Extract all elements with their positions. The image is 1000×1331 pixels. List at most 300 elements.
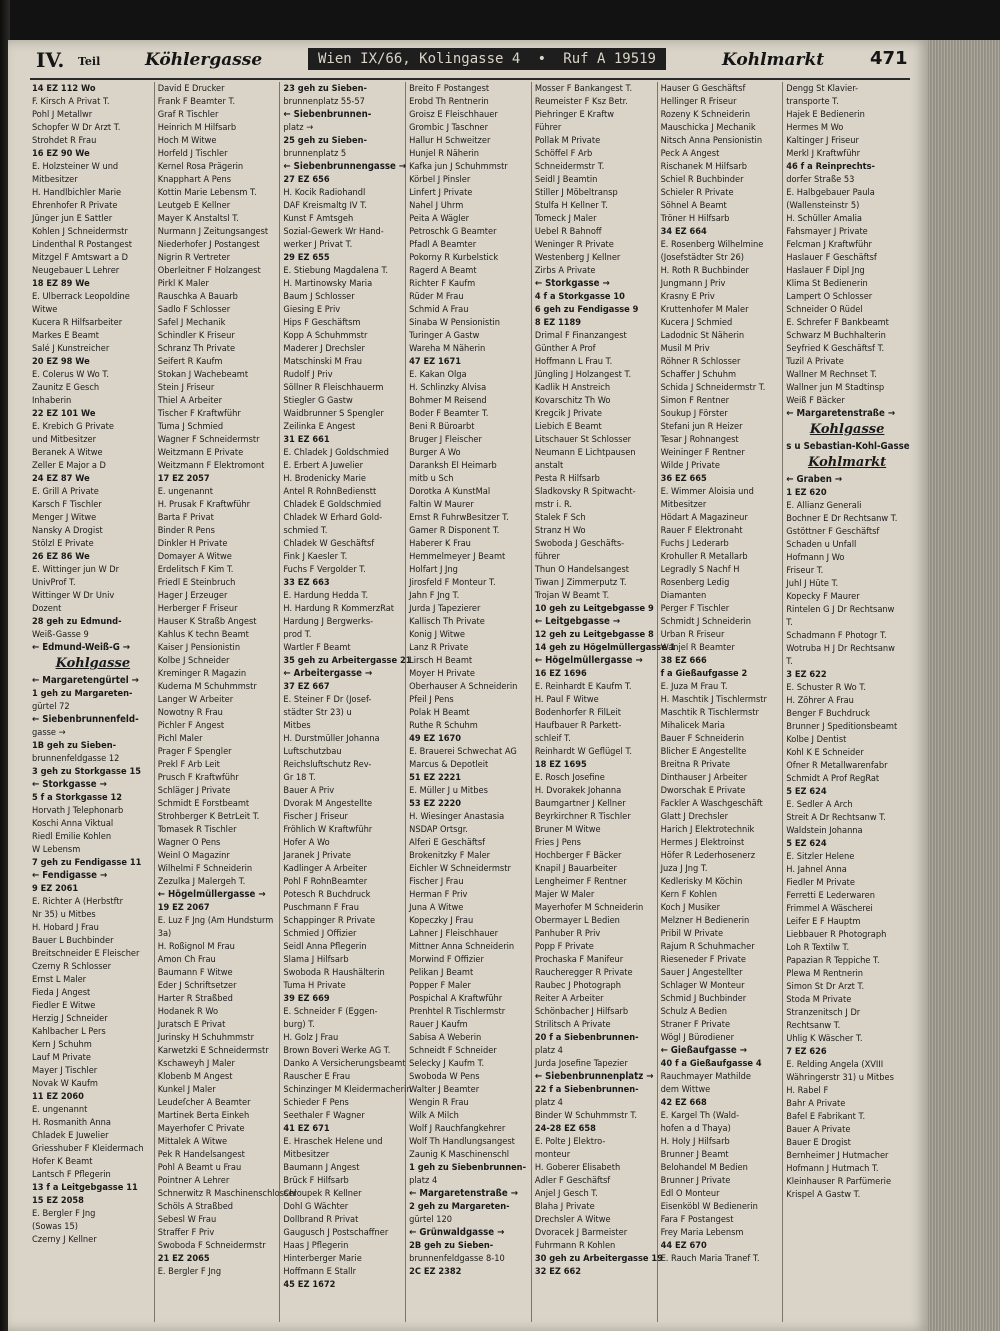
resident-entry: Wilde J Private — [660, 460, 720, 471]
resident-entry: Groisz E Fleischhauer — [409, 109, 498, 120]
resident-entry: Kottin Marie Lebensm T. — [157, 187, 257, 198]
resident-entry: E. Schrefer F Bankbeamt — [786, 317, 889, 328]
resident-entry: Holfart J Jng — [409, 564, 458, 575]
resident-entry: H. Wiesinger Anastasia — [409, 811, 505, 822]
house-number-entry: 2B geh zu Sieben- — [409, 1240, 494, 1251]
resident-entry: E. Hraschek Helene und — [283, 1136, 383, 1147]
resident-entry: mstr i. R. — [534, 499, 573, 510]
resident-entry: Burger A Wo — [409, 447, 461, 458]
resident-entry: Morwind F Offizier — [409, 954, 484, 965]
resident-entry: Hajek E Bedienerin — [786, 109, 865, 120]
resident-entry: Kohlen J Schneidermstr — [32, 226, 128, 237]
resident-entry: Bafel E Fabrikant T. — [786, 1111, 866, 1122]
resident-entry: Fischer J Frau — [409, 876, 464, 887]
resident-entry: Stein J Friseur — [157, 382, 215, 393]
resident-entry: Hofer A Wo — [283, 837, 330, 848]
resident-entry: E. Juza M Frau T. — [660, 681, 728, 692]
resident-entry: Weninger R Private — [534, 239, 614, 250]
resident-entry: Schinzinger M Kleidermacherin — [283, 1084, 412, 1095]
resident-entry: Puschmann F Frau — [283, 902, 359, 913]
resident-entry: Legradly S Nachf H — [660, 564, 740, 575]
ad-phone: Ruf A 19519 — [563, 51, 656, 67]
resident-entry: Mitzgel F Amtswart a D — [32, 252, 129, 263]
resident-entry: Tuma J Schmied — [157, 421, 224, 432]
resident-entry: Swoboda F Schneidermstr — [157, 1240, 266, 1251]
resident-entry: Haufbauer R Parkett- — [534, 720, 622, 731]
resident-entry: Seyfried K Geschäftsf T. — [786, 343, 885, 354]
resident-entry: E. Steiner F Dr (Josef- — [283, 694, 372, 705]
resident-entry: Schneider O Rüdel — [786, 304, 863, 315]
house-number-entry: 13 f a Leitgebgasse 11 — [32, 1182, 138, 1193]
house-number-entry: 3 EZ 622 — [786, 669, 827, 680]
resident-entry: Ehrenhofer R Private — [32, 200, 118, 211]
resident-entry: Baum J Schlosser — [283, 291, 355, 302]
resident-entry: Wareha M Näherin — [409, 343, 486, 354]
resident-entry: Thiel A Arbeiter — [157, 395, 222, 406]
resident-entry: Klima St Bedienerin — [786, 278, 868, 289]
house-number-entry: 1 geh zu Margareten- — [32, 688, 133, 699]
resident-entry: Boder F Beamter T. — [409, 408, 489, 419]
resident-entry: Mitbesitzer — [283, 1149, 330, 1160]
resident-entry: brunnenplatz 55-57 — [283, 96, 365, 107]
house-number-entry: 11 EZ 2060 — [32, 1091, 84, 1102]
house-number-entry: 26 EZ 86 We — [32, 551, 90, 562]
resident-entry: NSDAP Ortsgr. — [409, 824, 468, 835]
resident-entry: Kucera R Hilfsarbeiter — [32, 317, 123, 328]
resident-entry: Erdelitsch F Kim T. — [157, 564, 234, 575]
resident-entry: Hofmann J Hutmach T. — [786, 1163, 879, 1174]
resident-entry: Kunst F Amtsgeh — [283, 213, 354, 224]
resident-entry: Luftschutzbau — [283, 746, 342, 757]
resident-entry: Röhner R Schlosser — [660, 356, 741, 367]
resident-entry: Kahlus K techn Beamt — [157, 629, 249, 640]
resident-entry: Konig J Witwe — [409, 629, 465, 640]
resident-entry: Hips F Geschäftsm — [283, 317, 361, 328]
resident-entry: Menger J Witwe — [32, 512, 97, 523]
resident-entry: Mihalicek Maria — [660, 720, 725, 731]
resident-entry: Hermes M Wo — [786, 122, 844, 133]
resident-entry: Reiter A Arbeiter — [534, 993, 604, 1004]
resident-entry: H. Holy J Hilfsarb — [660, 1136, 730, 1147]
resident-entry: Krasny E Priv — [660, 291, 715, 302]
house-number-entry: 17 EZ 2057 — [157, 473, 210, 484]
resident-entry: E. Schneider F (Eggen- — [283, 1006, 378, 1017]
resident-entry: Reichsluftschutz Rev- — [283, 759, 372, 770]
resident-entry: Nitsch Anna Pensionistin — [660, 135, 763, 146]
directory-column — [30, 82, 155, 1322]
resident-entry: Schöls A Straßbed — [157, 1201, 234, 1212]
house-number-entry: 1 EZ 620 — [786, 487, 827, 498]
resident-entry: Martinek Berta Einkeh — [157, 1110, 250, 1121]
resident-entry: Binder R Pens — [157, 525, 215, 536]
resident-entry: Potesch R Buchdruck — [283, 889, 371, 900]
resident-entry: Harter R Straßbed — [157, 993, 233, 1004]
resident-entry: Pichl Maler — [157, 733, 203, 744]
resident-entry: Melzner H Bedienerin — [660, 915, 750, 926]
resident-entry: Horfeld J Tischler — [157, 148, 228, 159]
resident-entry: Weitzmann E Private — [157, 447, 244, 458]
resident-entry: Rintelen G J Dr Rechtsanw — [786, 604, 895, 615]
resident-entry: Wagner O Pens — [157, 837, 221, 848]
resident-entry: Hellinger R Friseur — [660, 96, 737, 107]
resident-entry: Uhlig K Wäscher T. — [786, 1033, 863, 1044]
resident-entry: Nowotny R Frau — [157, 707, 223, 718]
resident-entry: Schneidermstr T. — [534, 161, 605, 172]
resident-entry: Dinthauser J Arbeiter — [660, 772, 748, 783]
resident-entry: Jünger jun E Sattler — [32, 213, 113, 224]
resident-entry: Mitbesitzer — [32, 174, 78, 185]
resident-entry: Westenberg J Kellner — [534, 252, 621, 263]
resident-entry: Schwarz M Buchhalterin — [786, 330, 886, 341]
resident-entry: Stranz H Wo — [534, 525, 586, 536]
resident-entry: Glatt J Drechsler — [660, 811, 729, 822]
house-number-entry: 12 geh zu Leitgebgasse 8 — [534, 629, 654, 640]
resident-entry: H. Handlbichler Marie — [32, 187, 122, 198]
resident-entry: E. Sedler A Arch — [786, 799, 853, 810]
resident-entry: Maderer J Drechsler — [283, 343, 365, 354]
resident-entry: Kolbe J Schneider — [157, 655, 230, 666]
resident-entry: Chloupek R Kellner — [283, 1188, 362, 1199]
resident-entry: Hauser G Geschäftsf — [660, 83, 746, 94]
page-number: 471 — [870, 48, 908, 69]
resident-entry: Riedl Emilie Kohlen — [32, 831, 112, 842]
house-number-entry: 38 EZ 666 — [660, 655, 707, 666]
house-number-entry: 21 EZ 2065 — [157, 1253, 210, 1264]
resident-entry: Oberhauser A Schneiderin — [409, 681, 518, 692]
house-number-entry: 5 EZ 624 — [786, 786, 827, 797]
resident-entry: Kschaweyh J Maler — [157, 1058, 235, 1069]
resident-entry: Rieseneder F Private — [660, 954, 746, 965]
house-number-entry: 18 EZ 1695 — [534, 759, 587, 770]
resident-entry: Frimmel A Wäscherei — [786, 903, 873, 914]
resident-entry: Knapphart A Pens — [157, 174, 232, 185]
resident-entry: H. Martinowsky Maria — [283, 278, 373, 289]
resident-entry: Wallner M Rechnset T. — [786, 369, 877, 380]
resident-entry: Hardung J Bergwerks- — [283, 616, 374, 627]
house-number-entry: 10 geh zu Leitgebgasse 9 — [534, 603, 654, 614]
resident-entry: Pribil W Private — [660, 928, 724, 939]
resident-entry: E. Colerus W Wo T. — [32, 369, 109, 380]
resident-entry: brunnenfeldgasse 12 — [32, 753, 120, 764]
cross-street-marker: ← Storkgasse → — [32, 779, 107, 790]
resident-entry: Eder J Schriftsetzer — [157, 980, 237, 991]
cross-street-marker: s u Sebastian-Kohl-Gasse — [786, 441, 910, 452]
resident-entry: Rudolf J Priv — [283, 369, 333, 380]
resident-entry: Ernst R FuhrwBesitzer T. — [409, 512, 509, 523]
house-number-entry: 25 geh zu Sieben- — [283, 135, 367, 146]
resident-entry: Schmidt E Forstbeamt — [157, 798, 250, 809]
resident-entry: Breitna R Private — [660, 759, 731, 770]
resident-entry: und Mitbesitzer — [32, 434, 97, 445]
resident-entry: Papazian R Teppiche T. — [786, 955, 880, 966]
resident-entry: Tuma H Private — [283, 980, 346, 991]
resident-entry: Binder W Schuhmmstr T. — [534, 1110, 637, 1121]
directory-column — [533, 82, 676, 1322]
resident-entry: H. Hardung R KommerzRat — [283, 603, 394, 614]
resident-entry: Obermayer L Bedien — [534, 915, 620, 926]
resident-entry: Rischanek M Hilfsarb — [660, 161, 747, 172]
resident-entry: platz → — [283, 122, 314, 133]
resident-entry: städter Str 23) u — [283, 707, 352, 718]
resident-entry: Plewa M Rentnerin — [786, 968, 864, 979]
resident-entry: Horvath J Telephonarb — [32, 805, 124, 816]
resident-entry: Blaha J Private — [534, 1201, 595, 1212]
resident-entry: H. Golz J Frau — [283, 1032, 339, 1043]
resident-entry: DAF Kreismaltg IV T. — [283, 200, 367, 211]
house-number-entry: 40 f a Gießaufgasse 4 — [660, 1058, 762, 1069]
resident-entry: prod T. — [283, 629, 312, 640]
resident-entry: E. Rosch Josefine — [534, 772, 605, 783]
house-number-entry: 20 f a Siebenbrunnen- — [534, 1032, 639, 1043]
resident-entry: Kafka jun J Schuhmmstr — [409, 161, 508, 172]
resident-entry: Bauer F Schneiderin — [660, 733, 744, 744]
resident-entry: Ladodnic St Näherin — [660, 330, 745, 341]
resident-entry: Pirkl K Maler — [157, 278, 209, 289]
resident-entry: E. Wimmer Aloisia und — [660, 486, 754, 497]
resident-entry: brunnenplatz 5 — [283, 148, 347, 159]
page-edges — [928, 40, 1000, 1331]
resident-entry: E. Chladek J Goldschmied — [283, 447, 389, 458]
resident-entry: Hinterberger Marie — [283, 1253, 362, 1264]
resident-entry: Rauchmayer Mathilde — [660, 1071, 751, 1082]
resident-entry: H. Durstmüller Johanna — [283, 733, 380, 744]
resident-entry: Hoch M Witwe — [157, 135, 217, 146]
cross-street-marker: ← Margaretenstraße → — [786, 408, 896, 419]
resident-entry: Beranek A Witwe — [32, 447, 103, 458]
resident-entry: Kreminger R Magazin — [157, 668, 247, 679]
resident-entry: Faltin W Maurer — [409, 499, 474, 510]
resident-entry: Schläger J Private — [157, 785, 231, 796]
house-number-entry: 14 geh zu Högelmüllergasse 1 — [534, 642, 676, 653]
resident-entry: Fara F Postangest — [660, 1214, 734, 1225]
resident-entry: Peck A Angest — [660, 148, 720, 159]
resident-entry: Swoboda J Geschäfts- — [534, 538, 625, 549]
resident-entry: Dvoracek J Barmeister — [534, 1227, 628, 1238]
resident-entry: Sladkovsky R Spitwacht- — [534, 486, 636, 497]
resident-entry: Kern F Kohlen — [660, 889, 717, 900]
resident-entry: gürtel 72 — [32, 701, 70, 712]
cross-street-marker: ← Siebenbrunnen- — [283, 109, 372, 120]
resident-entry: Kopp A Schuhmmstr — [283, 330, 368, 341]
house-number-entry: 6 geh zu Fendigasse 9 — [534, 304, 639, 315]
resident-entry: Gaugusch J Postschaffner — [283, 1227, 389, 1238]
resident-entry: Ragerd A Beamt — [409, 265, 477, 276]
resident-entry: Fiedler E Witwe — [32, 1000, 96, 1011]
resident-entry: Fackler A Waschgeschäft — [660, 798, 763, 809]
cross-street-marker: ← Grünwaldgasse → — [409, 1227, 505, 1238]
resident-entry: Beni R Büroarbt — [409, 421, 475, 432]
resident-entry: Sadlo F Schlosser — [157, 304, 231, 315]
resident-entry: Richter F Kaufm — [409, 278, 476, 289]
resident-entry: Belohandel M Bedien — [660, 1162, 748, 1173]
resident-entry: Dozent — [32, 603, 62, 614]
resident-entry: Mosser F Bankangest T. — [534, 83, 633, 94]
resident-entry: Wagner F Schneidermstr — [157, 434, 260, 445]
resident-entry: Zeller E Major a D — [32, 460, 106, 471]
resident-entry: E. Müller J u Mitbes — [409, 785, 488, 796]
resident-entry: Danko A Versicherungsbeamt — [283, 1058, 406, 1069]
house-number-entry: 15 EZ 2058 — [32, 1195, 84, 1206]
resident-entry: Lanz R Private — [409, 642, 469, 653]
resident-entry: Pohl A Beamt u Frau — [157, 1162, 242, 1173]
resident-entry: Juza J Jng T. — [660, 863, 708, 874]
house-number-entry: 1 geh zu Siebenbrunnen- — [409, 1162, 527, 1173]
resident-entry: Stefani jun R Heizer — [660, 421, 743, 432]
resident-entry: Haberer K Frau — [409, 538, 471, 549]
resident-entry: Führer — [534, 122, 562, 133]
street-heading: Kohlgasse — [55, 656, 131, 671]
resident-entry: Mayerhofer C Private — [157, 1123, 245, 1134]
house-number-entry: 3 geh zu Storkgasse 15 — [32, 766, 141, 777]
street-heading: Kohlmarkt — [808, 455, 887, 470]
resident-entry: Hager J Erzeuger — [157, 590, 228, 601]
resident-entry: Nigrin R Vertreter — [157, 252, 231, 263]
cross-street-marker: ← Edmund-Weiß-G → — [32, 642, 131, 653]
resident-entry: Slama J Hilfsarb — [283, 954, 349, 965]
resident-entry: Piehringer E Kraftw — [534, 109, 615, 120]
resident-entry: Fuchs F Vergolder T. — [283, 564, 366, 575]
house-number-entry: 49 EZ 1670 — [409, 733, 462, 744]
directory-column — [659, 82, 784, 1322]
resident-entry: Barta F Privat — [157, 512, 214, 523]
resident-entry: Kohl K E Schneider — [786, 747, 864, 758]
resident-entry: Mitbes — [283, 720, 311, 731]
resident-entry: Günther A Prof — [534, 343, 596, 354]
resident-entry: Koschi Anna Viktual — [32, 818, 114, 829]
resident-entry: E. Ulberrack Leopoldine — [32, 291, 130, 302]
resident-entry: Pointner A Lehrer — [157, 1175, 230, 1186]
resident-entry: Drechsler A Witwe — [534, 1214, 611, 1225]
resident-entry: burg) T. — [283, 1019, 315, 1030]
resident-entry: Soukup J Förster — [660, 408, 728, 419]
resident-entry: Zirbs A Private — [534, 265, 596, 276]
resident-entry: H. Prusak F Kraftwführ — [157, 499, 251, 510]
resident-entry: Kovarschitz Th Wo — [534, 395, 611, 406]
resident-entry: Trojan W Beamt T. — [534, 590, 610, 601]
resident-entry: Schiel R Buchbinder — [660, 174, 744, 185]
resident-entry: Koch J Musiker — [660, 902, 720, 913]
resident-entry: Anjel J Gesch T. — [534, 1188, 598, 1199]
resident-entry: Griesshuber F Kleidermach — [32, 1143, 144, 1154]
resident-entry: Gr 18 T. — [283, 772, 316, 783]
resident-entry: Tischer F Kraftwführ — [157, 408, 241, 419]
house-number-entry: 19 EZ 2067 — [157, 902, 210, 913]
resident-entry: Dengg St Klavier- — [786, 83, 859, 94]
house-number-entry: 24 EZ 87 We — [32, 473, 90, 484]
resident-entry: Ferretti E Lederwaren — [786, 890, 875, 901]
resident-entry: Blicher E Angestellte — [660, 746, 747, 757]
cross-street-marker: ← Siebenbrunnenplatz → — [534, 1071, 654, 1082]
resident-entry: Nansky A Drogist — [32, 525, 103, 536]
house-number-entry: 24-28 EZ 658 — [534, 1123, 596, 1134]
resident-entry: Zaunitz E Gesch — [32, 382, 100, 393]
resident-entry: E. Wittinger jun W Dr — [32, 564, 120, 575]
house-number-entry: 2C EZ 2382 — [409, 1266, 462, 1277]
ad-address: Wien IX/66, Kolingasse 4 — [318, 51, 521, 67]
resident-entry: Hallur H Schweitzer — [409, 135, 491, 146]
resident-entry: anstalt — [534, 460, 564, 471]
resident-entry: (Sowas 15) — [32, 1221, 79, 1232]
section-label: IV. — [36, 48, 65, 72]
resident-entry: Fuhrmann R Kohlen — [534, 1240, 616, 1251]
resident-entry: werker J Privat T. — [283, 239, 353, 250]
resident-entry: Benger F Buchdruck — [786, 708, 870, 719]
resident-entry: Brokenitzky F Maler — [409, 850, 491, 861]
resident-entry: E. Bergler F Jng — [32, 1208, 96, 1219]
resident-entry: H. Jahnel Anna — [786, 864, 847, 875]
resident-entry: Strohberger K BetrLeit T. — [157, 811, 260, 822]
resident-entry: Bruner M Witwe — [534, 824, 601, 835]
resident-entry: Walter J Beamter — [409, 1084, 480, 1095]
resident-entry: Prenhtel R Tischlermstr — [409, 1006, 506, 1017]
house-number-entry: 47 EZ 1671 — [409, 356, 462, 367]
resident-entry: Diamanten — [660, 590, 707, 601]
resident-entry: Chladek W Geschäftsf — [283, 538, 375, 549]
section-sub-label: Teil — [78, 55, 101, 68]
resident-entry: Sinaba W Pensionistin — [409, 317, 500, 328]
resident-entry: Felcman J Kraftwführ — [786, 239, 872, 250]
resident-entry: Jurinsky H Schuhmmstr — [157, 1032, 254, 1043]
house-number-entry: 5 EZ 624 — [786, 838, 827, 849]
resident-entry: Hoffmann L Frau T. — [534, 356, 613, 367]
resident-entry: Kunkel J Maler — [157, 1084, 216, 1095]
resident-entry: Panhuber R Priv — [534, 928, 601, 939]
resident-entry: E. Allianz Generali — [786, 500, 862, 511]
resident-entry: Ruthe R Schuhm — [409, 720, 478, 731]
resident-entry: Wotruba H J Dr Rechtsanw — [786, 643, 895, 654]
resident-entry: Wallner jun M Stadtinsp — [786, 382, 885, 393]
resident-entry: monteur — [534, 1149, 571, 1160]
house-number-entry: 7 EZ 626 — [786, 1046, 827, 1057]
resident-entry: Schaden u Unfall — [786, 539, 857, 550]
resident-entry: Kruttenhofer M Maler — [660, 304, 749, 315]
resident-entry: Stokan J Wachebeamt — [157, 369, 249, 380]
resident-entry: Mayer K Anstaltsl T. — [157, 213, 239, 224]
resident-entry: Musil M Priv — [660, 343, 710, 354]
resident-entry: Wanjel R Beamter — [660, 642, 735, 653]
resident-entry: Schmied J Offizier — [283, 928, 357, 939]
resident-entry: Reumeister F Ksz Betr. — [534, 96, 628, 107]
resident-entry: Nurmann J Zeitungsangest — [157, 226, 269, 237]
resident-entry: E. ungenannt — [32, 1104, 88, 1115]
resident-entry: Jahn F Jng T. — [409, 590, 460, 601]
advertisement-banner — [308, 48, 666, 70]
resident-entry: E. Richter A (Herbstftr — [32, 896, 124, 907]
resident-entry: Pospichal A Kraftwführ — [409, 993, 503, 1004]
resident-entry: Kadlinger A Arbeiter — [283, 863, 367, 874]
resident-entry: platz 4 — [534, 1097, 563, 1108]
resident-entry: Dworschak E Private — [660, 785, 746, 796]
house-number-entry: 1B geh zu Sieben- — [32, 740, 117, 751]
resident-entry: Kopeczky J Frau — [409, 915, 474, 926]
house-number-entry: 14 EZ 112 Wo — [32, 83, 96, 94]
resident-entry: Schmidt J Schneiderin — [660, 616, 752, 627]
resident-entry: Fries J Pens — [534, 837, 581, 848]
resident-entry: Dvorak M Angestellte — [283, 798, 373, 809]
cross-street-marker: ← Högelmüllergasse → — [157, 889, 266, 900]
resident-entry: Bernheimer J Hutmacher — [786, 1150, 889, 1161]
resident-entry: Schlager W Monteur — [660, 980, 745, 991]
resident-entry: Wittinger W Dr Univ — [32, 590, 115, 601]
resident-entry: E. Polte J Elektro- — [534, 1136, 606, 1147]
resident-entry: Bruger J Fleischer — [409, 434, 482, 445]
house-number-entry: 31 EZ 661 — [283, 434, 330, 445]
resident-entry: Moyer H Private — [409, 668, 475, 679]
resident-entry: hofen a d Thaya) — [660, 1123, 731, 1134]
resident-entry: Harich J Elektrotechnik — [660, 824, 755, 835]
resident-entry: E. Bergler F Jng — [157, 1266, 222, 1277]
resident-entry: Stölzl E Private — [32, 538, 94, 549]
